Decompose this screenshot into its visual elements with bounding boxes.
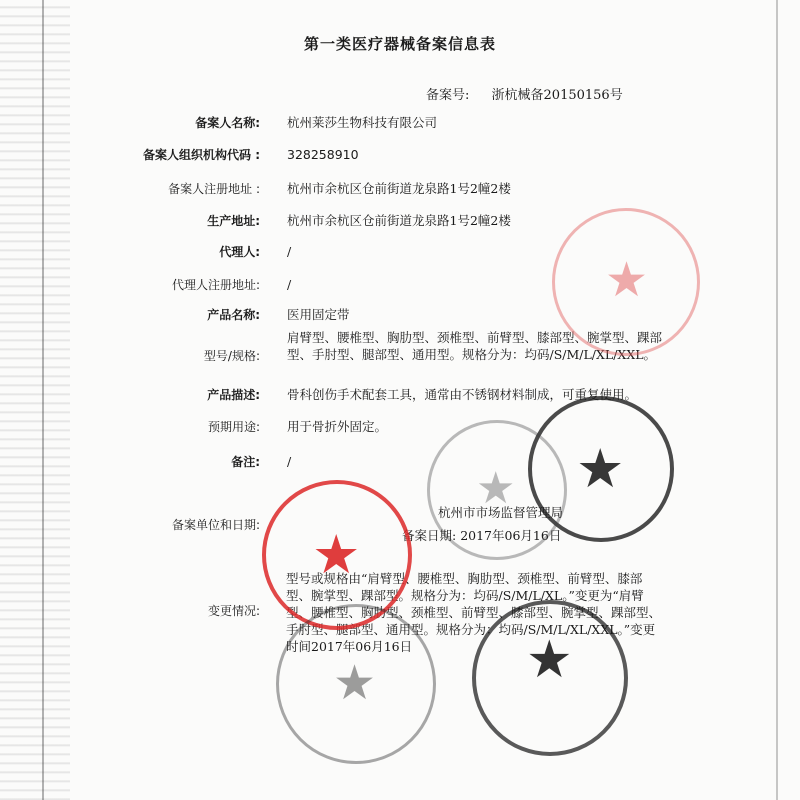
row-value: / <box>287 277 292 292</box>
row-value: 医用固定带 <box>287 307 350 322</box>
row-label: 备注: <box>231 455 260 469</box>
filing-date-value: 2017年06月16日 <box>460 528 562 543</box>
row-label: 备案人名称: <box>195 116 260 130</box>
row-value: / <box>287 454 292 469</box>
row-intended-use <box>0 418 800 438</box>
row-label: 产品描述: <box>207 388 260 402</box>
row-org-code <box>0 146 800 166</box>
row-value: / <box>287 244 292 259</box>
row-label: 预期用途: <box>207 420 260 434</box>
row-label: 型号/规格: <box>203 349 260 363</box>
row-label: 变更情况: <box>207 604 260 618</box>
row-label: 生产地址: <box>207 214 260 228</box>
row-value: 杭州莱莎生物科技有限公司 <box>287 115 438 130</box>
star-icon: ★ <box>333 655 377 711</box>
row-model-spec <box>0 329 800 383</box>
row-value: 杭州市余杭区仓前街道龙泉路1号2幢2楼 <box>287 181 511 196</box>
row-applicant-name <box>0 114 800 134</box>
filing-date-label: 备案日期: <box>402 528 457 543</box>
row-value: 骨科创伤手术配套工具，通常由不锈钢材料制成，可重复使用。 <box>287 387 638 402</box>
row-product-description <box>0 386 800 406</box>
star-icon: ★ <box>576 437 625 500</box>
row-remarks <box>0 453 800 473</box>
filing-number-value: 浙杭械备20150156号 <box>491 88 623 103</box>
row-value: 杭州市余杭区仓前街道龙泉路1号2幢2楼 <box>287 213 511 228</box>
row-label: 备案人注册地址 : <box>168 182 260 196</box>
row-value: 328258910 <box>287 147 359 162</box>
filing-agency: 杭州市市场监督管理局 <box>438 505 564 520</box>
page-title: 第一类医疗器械备案信息表 <box>303 35 496 53</box>
row-registered-address <box>0 180 800 200</box>
row-value: 用于骨折外固定。 <box>287 419 388 434</box>
filing-number-label: 备案号: <box>426 88 470 103</box>
star-icon: ★ <box>476 463 516 514</box>
row-label: 产品名称: <box>207 308 260 322</box>
red-stamp-top-right <box>552 208 700 356</box>
row-production-address <box>0 212 800 232</box>
filing-number <box>426 84 623 103</box>
row-label: 备案人组织机构代码 : <box>143 148 260 162</box>
star-icon: ★ <box>312 523 361 586</box>
row-label: 备案单位和日期: <box>171 518 260 532</box>
gray-stamp-center <box>427 420 567 560</box>
changes-text: 型号或规格由“肩臂型、腰椎型、胸肋型、颈椎型、前臂型、膝部型、腕掌型、踝部型。规格分为：均码/S/M/L/XL。”变更为“肩臂型、腰椎型、胸肋型、颈椎型、前臂型、膝部型、腕掌型、踝部型、手肘型、腿部型、通用型。规格分为：均码/S/M/L/XL/XXL。”变更时间2017年06月16日 <box>286 571 662 654</box>
gray-stamp-bottom <box>276 604 436 764</box>
star-icon: ★ <box>526 630 573 690</box>
black-stamp-bottom <box>472 600 628 756</box>
row-label: 代理人: <box>219 245 260 259</box>
star-icon: ★ <box>605 252 649 308</box>
row-value: 肩臂型、腰椎型、胸肋型、颈椎型、前臂型、膝部型、腕掌型、踝部型、手肘型、腿部型、通用型。规格分为：均码/S/M/L/XL/XXL。 <box>287 330 663 362</box>
row-label: 代理人注册地址: <box>171 278 260 292</box>
